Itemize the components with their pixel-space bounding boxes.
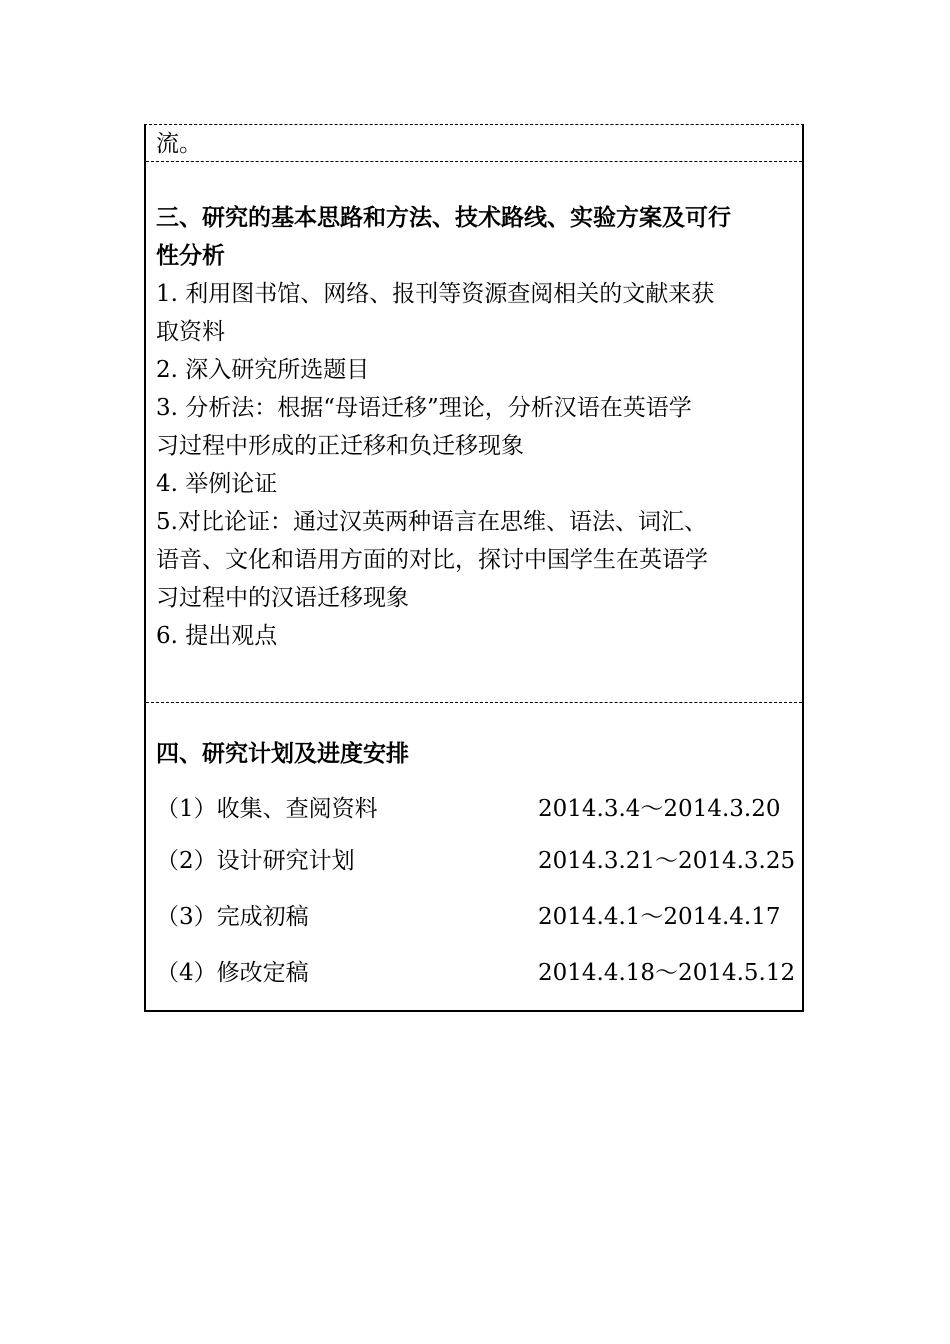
section3-line: 语音、文化和语用方面的对比，探讨中国学生在英语学 xyxy=(156,547,708,573)
section3-line: 2. 深入研究所选题目 xyxy=(156,357,370,383)
previous-section-tail: 流。 xyxy=(156,131,202,157)
section3-heading-line1: 三、研究的基本思路和方法、技术路线、实验方案及可行 xyxy=(156,204,731,231)
schedule-dates: 2014.4.1～2014.4.17 xyxy=(538,904,781,930)
section-divider xyxy=(146,161,802,162)
schedule-task: （4）修改定稿 xyxy=(156,960,309,986)
document-table xyxy=(144,124,804,1012)
schedule-task: （3）完成初稿 xyxy=(156,904,309,930)
section3-line: 4. 举例论证 xyxy=(156,471,278,497)
section3-line: 习过程中形成的正迁移和负迁移现象 xyxy=(156,433,524,459)
section3-line: 习过程中的汉语迁移现象 xyxy=(156,585,409,611)
section-divider xyxy=(146,702,802,703)
section3-heading-line2: 性分析 xyxy=(156,242,225,269)
section3-line: 6. 提出观点 xyxy=(156,623,278,649)
schedule-dates: 2014.3.4～2014.3.20 xyxy=(538,796,781,822)
section3-line: 3. 分析法：根据“母语迁移”理论，分析汉语在英语学 xyxy=(156,395,692,421)
schedule-task: （1）收集、查阅资料 xyxy=(156,796,378,822)
section3-line: 1. 利用图书馆、网络、报刊等资源查阅相关的文献来获 xyxy=(156,281,715,307)
schedule-dates: 2014.3.21～2014.3.25 xyxy=(538,848,796,874)
section3-line: 取资料 xyxy=(156,319,225,345)
schedule-task: （2）设计研究计划 xyxy=(156,848,355,874)
section3-line: 5.对比论证：通过汉英两种语言在思维、语法、词汇、 xyxy=(156,509,707,535)
section4-heading: 四、研究计划及进度安排 xyxy=(156,740,409,767)
schedule-dates: 2014.4.18～2014.5.12 xyxy=(538,960,796,986)
